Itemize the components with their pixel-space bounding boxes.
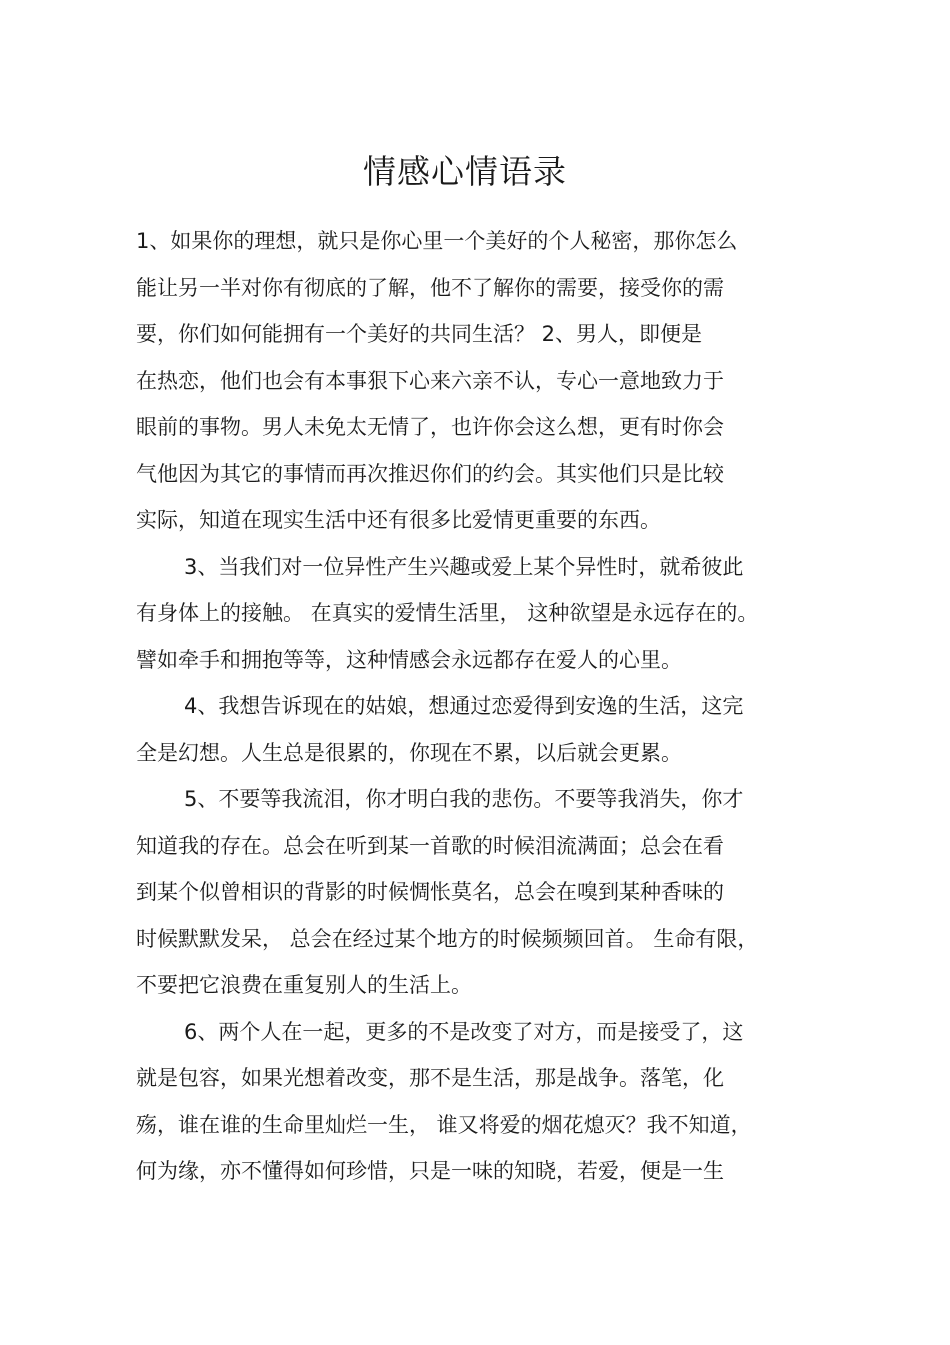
body-line: 譬如牵手和拥抱等等，这种情感会永远都存在爱人的心里。: [136, 647, 682, 672]
body-line: 知道我的存在。总会在听到某一首歌的时候泪流满面；总会在看: [136, 833, 724, 858]
body-line: 能让另一半对你有彻底的了解，他不了解你的需要，接受你的需: [136, 275, 724, 300]
body-line: 5、不要等我流泪，你才明白我的悲伤。不要等我消失，你才: [184, 787, 744, 811]
body-line: 在热恋，他们也会有本事狠下心来六亲不认，专心一意地致力于: [136, 368, 724, 393]
body-line: 3、当我们对一位异性产生兴趣或爱上某个异性时，就希彼此: [184, 554, 744, 579]
body-line: 要，你们如何能拥有一个美好的共同生活？ 2、男人，即便是: [136, 322, 703, 346]
body-line: 6、两个人在一起，更多的不是改变了对方，而是接受了，这: [184, 1019, 744, 1044]
body-line: 就是包容，如果光想着改变，那不是生活，那是战争。落笔，化: [136, 1066, 724, 1090]
body-line: 何为缘，亦不懂得如何珍惜，只是一味的知晓，若爱，便是一生: [136, 1159, 724, 1183]
body-line: 时候默默发呆， 总会在经过某个地方的时候频频回首。 生命有限，: [136, 926, 759, 951]
document-title: 情感心情语录: [363, 152, 567, 191]
body-line: 气他因为其它的事情而再次推迟你们的约会。其实他们只是比较: [136, 461, 724, 486]
body-line: 有身体上的接触。 在真实的爱情生活里， 这种欲望是永远存在的。: [136, 601, 759, 625]
body-line: 眼前的事物。男人未免太无情了，也许你会这么想，更有时你会: [136, 415, 724, 439]
body-line: 1、如果你的理想，就只是你心里一个美好的个人秘密，那你怎么: [136, 229, 738, 253]
body-line: 4、我想告诉现在的姑娘，想通过恋爱得到安逸的生活，这完: [184, 694, 744, 718]
body-line: 不要把它浪费在重复别人的生活上。: [136, 973, 472, 997]
body-line: 实际，知道在现实生活中还有很多比爱情更重要的东西。: [136, 508, 661, 532]
body-line: 全是幻想。人生总是很累的，你现在不累，以后就会更累。: [136, 740, 682, 765]
body-line: 到某个似曾相识的背影的时候惆怅莫名，总会在嗅到某种香味的: [136, 880, 724, 904]
body-line: 殇，谁在谁的生命里灿烂一生， 谁又将爱的烟花熄灭？我不知道，: [136, 1112, 752, 1137]
